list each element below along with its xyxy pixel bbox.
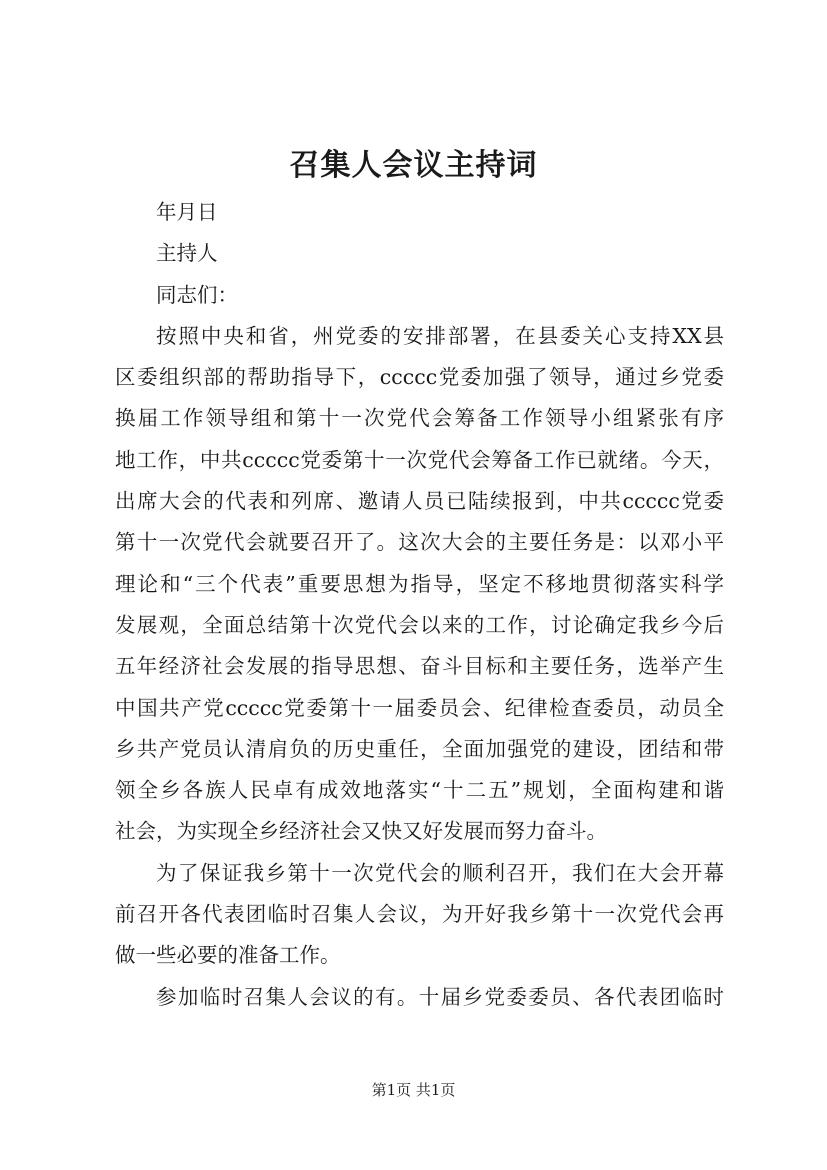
paragraph-2 <box>115 853 724 977</box>
paragraph-line: 换届工作领导组和第十一次党代会筹备工作领导小组紧张有序 <box>115 406 724 431</box>
paragraph-1 <box>115 316 724 853</box>
paragraph-line: 按照中央和省，州党委的安排部署，在县委关心支持XX县 <box>156 323 724 348</box>
page-number-footer: 第1页 共1页 <box>371 1081 456 1099</box>
paragraph-line: 区委组织部的帮助指导下，ccccc党委加强了领导，通过乡党委 <box>115 365 724 390</box>
paragraph-line: 做一些必要的准备工作。 <box>115 943 341 968</box>
document-title: 召集人会议主持词 <box>289 148 538 183</box>
paragraph-line: 出席大会的代表和列席、邀请人员已陆续报到，中共ccccc党委 <box>115 489 724 514</box>
paragraph-line: 乡共产党员认清肩负的历史重任，全面加强党的建设，团结和带 <box>115 736 724 761</box>
document-body <box>115 192 724 1018</box>
date-line: 年月日 <box>156 200 218 224</box>
host-line: 主持人 <box>156 241 218 266</box>
paragraph-line: 地工作，中共ccccc党委第十一次党代会筹备工作已就绪。今天， <box>115 447 724 472</box>
paragraph-line: 社会，为实现全乡经济社会又快又好发展而努力奋斗。 <box>115 819 607 844</box>
paragraph-line: 领全乡各族人民卓有成效地落实“十二五”规划，全面构建和谐 <box>115 778 724 803</box>
paragraph-line: 五年经济社会发展的指导思想、奋斗目标和主要任务，选举产生 <box>115 654 724 679</box>
greeting-line: 同志们： <box>156 282 238 307</box>
paragraph-line: 第十一次党代会就要召开了。这次大会的主要任务是：以邓小平 <box>115 530 724 555</box>
paragraph-line: 中国共产党ccccc党委第十一届委员会、纪律检查委员，动员全 <box>115 695 724 720</box>
paragraph-line: 发展观，全面总结第十次党代会以来的工作，讨论确定我乡今后 <box>115 612 724 637</box>
paragraph-line: 参加临时召集人会议的有。十届乡党委委员、各代表团临时 <box>156 984 724 1009</box>
paragraph-line: 为了保证我乡第十一次党代会的顺利召开，我们在大会开幕 <box>156 860 724 885</box>
paragraph-3 <box>115 977 724 1018</box>
paragraph-line: 前召开各代表团临时召集人会议，为开好我乡第十一次党代会再 <box>115 902 724 927</box>
paragraph-line: 理论和“三个代表”重要思想为指导，坚定不移地贯彻落实科学 <box>115 571 724 596</box>
